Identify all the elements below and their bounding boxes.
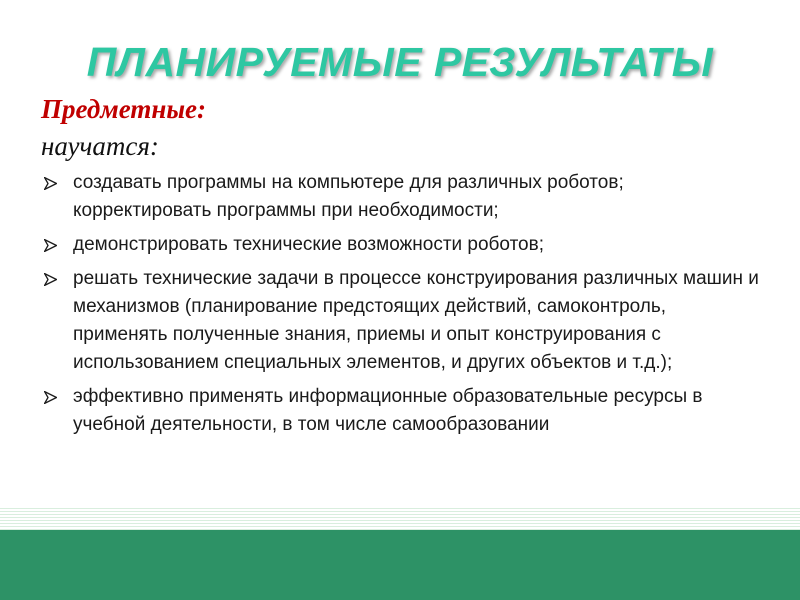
- subject-heading: Предметные:: [41, 94, 207, 124]
- bullet-text: создавать программы на компьютере для различных роботов; корректировать программы при необходимости;: [73, 172, 624, 221]
- arrowhead-bullet-icon: [44, 265, 60, 293]
- footer-stripes: [0, 508, 800, 530]
- learn-heading: научатся:: [41, 131, 159, 161]
- bullet-text: демонстрировать технические возможности роботов;: [73, 234, 545, 255]
- arrowhead-bullet-icon: [44, 231, 60, 259]
- bullet-text: эффективно применять информационные образовательные ресурсы в учебной деятельности, в том числе самообразовании: [73, 386, 703, 435]
- bullet-item: [44, 265, 760, 377]
- bullet-list: [44, 169, 760, 445]
- bullet-item: [44, 383, 760, 439]
- bullet-item: [44, 231, 760, 259]
- bullet-text: решать технические задачи в процессе конструирования различных машин и механизмов (планирование предстоящих действий, самоконтроль, применять полученные знания, приемы и опыт конструирования с использованием специальных элементов, и других объектов и т.д.);: [73, 268, 759, 373]
- footer-band: [0, 530, 800, 600]
- slide-title: ПЛАНИРУЕМЫЕ РЕЗУЛЬТАТЫ: [86, 39, 714, 85]
- bullet-item: [44, 169, 760, 225]
- arrowhead-bullet-icon: [44, 169, 60, 197]
- arrowhead-bullet-icon: [44, 383, 60, 411]
